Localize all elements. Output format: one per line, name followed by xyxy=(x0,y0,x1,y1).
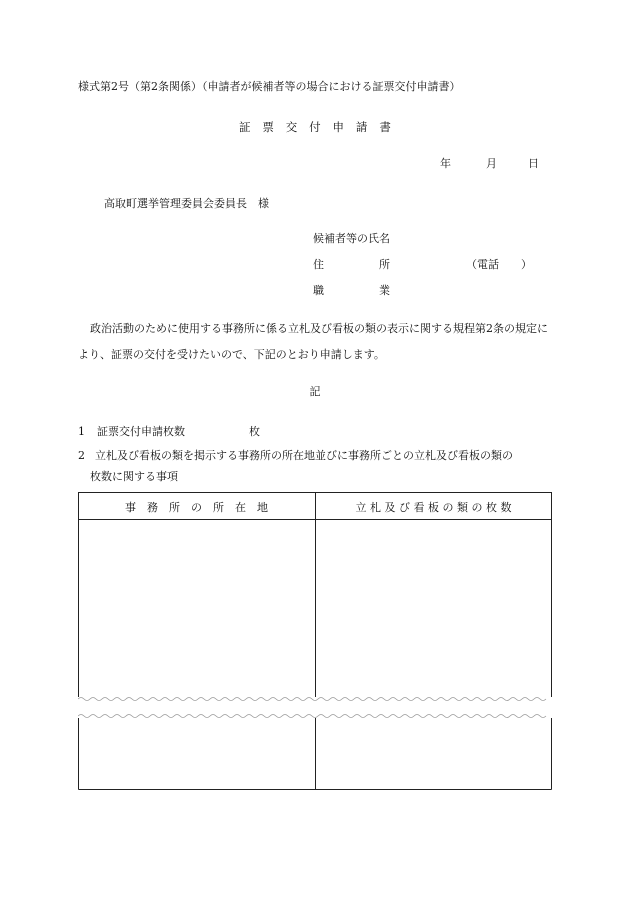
item-2-text-line2: 枚数に関する事項 xyxy=(90,470,178,483)
item-1-unit: 枚 xyxy=(249,425,260,438)
applicant-occupation-label: 職 業 xyxy=(313,284,390,297)
date-year: 年 xyxy=(440,157,451,170)
applicant-address-label: 住 所 xyxy=(313,258,390,271)
date-month: 月 xyxy=(486,157,497,170)
applicant-name-label: 候補者等の氏名 xyxy=(313,232,390,245)
table-header-location: 事 務 所 の 所 在 地 xyxy=(125,501,268,514)
item-1-number: 1 xyxy=(78,425,85,438)
date-line xyxy=(440,155,539,171)
item-1 xyxy=(78,423,260,439)
ki-heading: 記 xyxy=(309,385,321,398)
office-table-grid xyxy=(78,492,552,790)
item-2-text-line1: 立札及び看板の類を掲示する事務所の所在地並びに事務所ごとの立札及び看板の類の xyxy=(95,449,513,462)
table-header-count: 立 札 及 び 看 板 の 類 の 枚 数 xyxy=(355,501,512,514)
item-1-label: 証票交付申請枚数 xyxy=(97,425,185,438)
application-body-text: 政治活動のために使用する事務所に係る立札及び看板の類の表示に関する規程第2条の規定により、証票の交付を受けたいので、下記のとおり申請します。 xyxy=(78,322,548,361)
addressee: 高取町選挙管理委員会委員長 様 xyxy=(104,197,269,210)
item-2-number: 2 xyxy=(78,449,85,462)
applicant-phone-label: （電話 ） xyxy=(466,258,532,271)
document-title: 証 票 交 付 申 請 書 xyxy=(238,120,392,134)
office-table xyxy=(78,492,552,790)
form-number: 様式第2号（第2条関係）（申請者が候補者等の場合における証票交付申請書） xyxy=(78,80,461,93)
item-2 xyxy=(78,445,556,487)
date-day: 日 xyxy=(528,157,539,170)
